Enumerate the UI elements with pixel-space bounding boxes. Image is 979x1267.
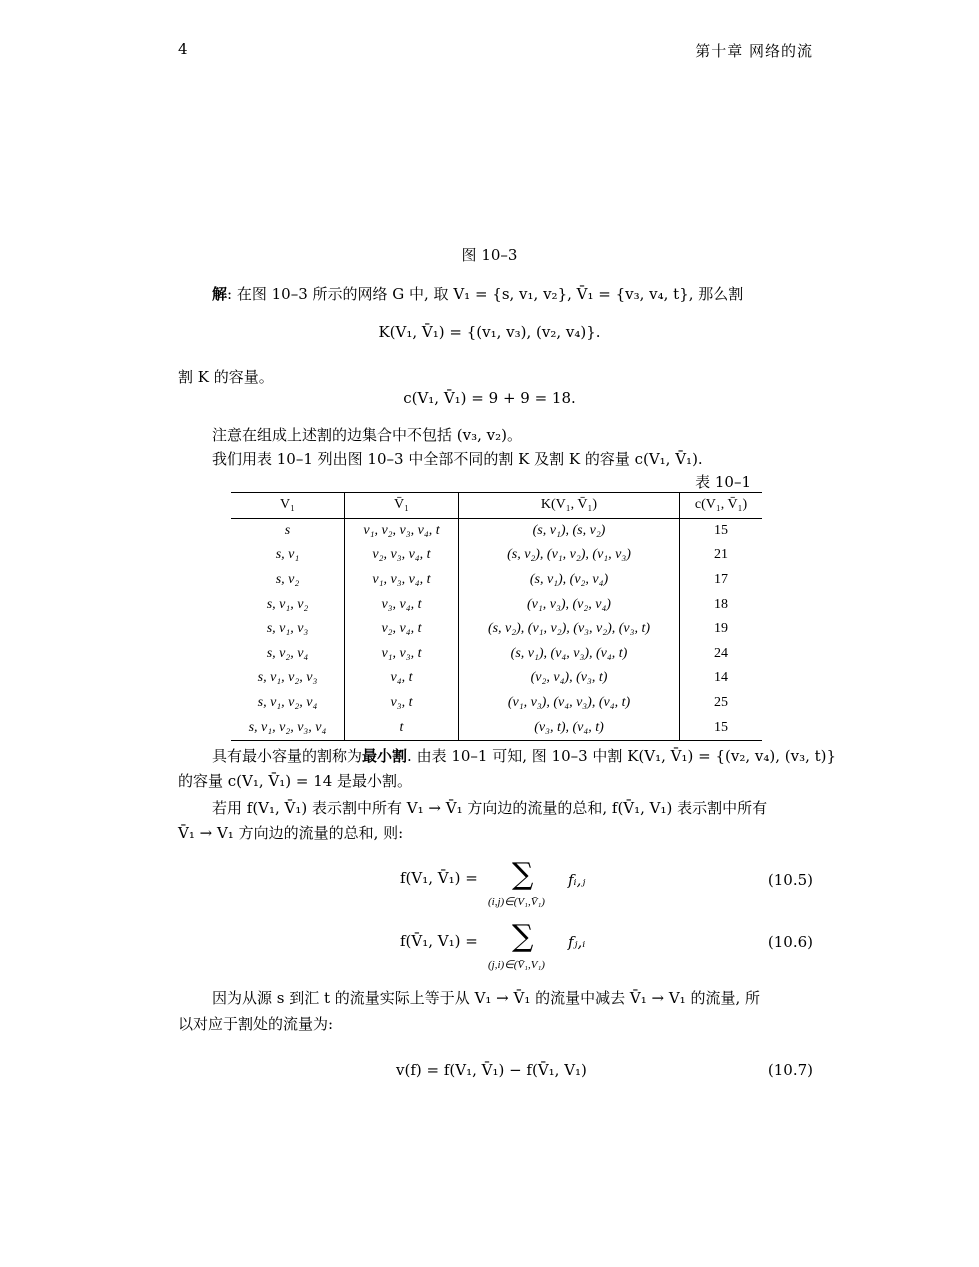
cell-capacity: 15 (680, 518, 763, 543)
note-paragraph: 注意在组成上述割的边集合中不包括 (v₃, v₂)。 (212, 426, 522, 444)
cell-v1-bar: v₄, t (345, 666, 459, 691)
cell-v1-bar: v₂, v₃, v₄, t (345, 543, 459, 568)
cell-cut-edges: (s, v₂), (v₁, v₂), (v₃, v₂), (v₃, t) (459, 617, 680, 642)
eq-10-5-lhs: f(V₁, V̄₁) = (400, 869, 478, 887)
equation-10-7: v(f) = f(V₁, V̄₁) − f(V̄₁, V₁) (396, 1061, 587, 1079)
cell-v1: s, v₁, v₂, v₄ (257, 695, 318, 711)
cell-v1: s, v₁, v₂ (266, 596, 309, 612)
mincut-text-a: 具有最小容量的割称为 (212, 747, 363, 765)
page-number: 4 (178, 40, 188, 58)
cell-v1-bar: t (345, 715, 459, 740)
running-header: 第十章 网络的流 (695, 42, 813, 60)
cell-cut-edges: (v₂, v₄), (v₃, t) (459, 666, 680, 691)
cell-v1: s, v₂ (275, 572, 300, 588)
cell-v1: s, v₁, v₂, v₃, v₄ (248, 719, 327, 735)
table-caption: 表 10–1 (695, 473, 751, 491)
conclusion-line-2: 以对应于割处的流量为: (178, 1015, 334, 1033)
solution-label: 解 (212, 285, 228, 303)
table-row (231, 617, 762, 642)
mincut-term: 最小割 (362, 747, 408, 765)
cell-cut-edges: (s, v₁), (s, v₂) (459, 518, 680, 543)
solution-text: : 在图 10–3 所示的网络 G 中, 取 V₁ = {s, v₁, v₂}, V̄₁ = {v₃, v₄, t}, 那么割 (227, 285, 744, 303)
table-header-row (231, 493, 762, 519)
cell-v1-bar: v₂, v₄, t (345, 617, 459, 642)
sum-symbol: ∑ (512, 919, 534, 954)
cell-v1-bar: v₁, v₃, v₄, t (345, 568, 459, 593)
header-cut: K(V₁, V̄₁) (459, 493, 680, 519)
eq-10-6-term: fⱼ,ᵢ (568, 933, 586, 951)
capacity-label: 割 K 的容量。 (178, 368, 274, 386)
capacity-equation: c(V₁, V̄₁) = 9 + 9 = 18. (403, 389, 576, 407)
table-row (231, 715, 762, 740)
eq-10-5-sum (512, 857, 534, 892)
cell-capacity: 21 (680, 543, 763, 568)
header-v1-bar: V̄₁ (345, 493, 459, 519)
table-row (231, 666, 762, 691)
table-intro: 我们用表 10–1 列出图 10–3 中全部不同的割 K 及割 K 的容量 c(V₁, V̄₁). (212, 450, 703, 468)
eq-10-6-lhs: f(V̄₁, V₁) = (400, 932, 478, 950)
eq-10-5-term: fᵢ,ⱼ (568, 871, 586, 889)
cell-capacity: 19 (680, 617, 763, 642)
cell-capacity: 25 (680, 691, 763, 716)
equation-10-6 (400, 932, 478, 950)
cell-v1-bar: v₁, v₂, v₃, v₄, t (345, 518, 459, 543)
equation-10-5 (400, 869, 478, 887)
cell-capacity: 17 (680, 568, 763, 593)
cell-v1-bar: v₃, t (345, 691, 459, 716)
cut-equation: K(V₁, V̄₁) = {(v₁, v₃), (v₂, v₄)}. (378, 323, 601, 341)
eq-10-6-subscript: (j,i)∈(V̄₁,V₁) (488, 959, 545, 971)
table-row (231, 691, 762, 716)
table-row (231, 642, 762, 667)
cell-cut-edges: (v₃, t), (v₄, t) (459, 715, 680, 740)
flow-def-line-2: V̄₁ → V₁ 方向边的流量的总和, 则: (178, 824, 404, 842)
eq-number-10-7: (10.7) (767, 1061, 813, 1079)
table-row (231, 518, 762, 543)
cell-cut-edges: (v₁, v₃), (v₄, v₃), (v₄, t) (459, 691, 680, 716)
mincut-text-b: . 由表 10–1 可知, 图 10–3 中割 K(V₁, V̄₁) = {(v₂, v₄), (v₃, t)} (407, 747, 837, 765)
mincut-line-2: 的容量 c(V₁, V̄₁) = 14 是最小割。 (178, 772, 413, 790)
table-row (231, 568, 762, 593)
cell-cut-edges: (s, v₁), (v₂, v₄) (459, 568, 680, 593)
cell-capacity: 24 (680, 642, 763, 667)
figure-caption: 图 10–3 (461, 246, 518, 264)
mincut-line-1 (212, 745, 836, 766)
eq-number-10-5: (10.5) (767, 871, 813, 889)
eq-10-5-subscript: (i,j)∈(V₁,V̄₁) (488, 896, 545, 908)
cell-cut-edges: (v₁, v₃), (v₂, v₄) (459, 592, 680, 617)
cell-v1-bar: v₃, v₄, t (345, 592, 459, 617)
cuts-table (231, 492, 762, 741)
cell-capacity: 14 (680, 666, 763, 691)
cell-capacity: 18 (680, 592, 763, 617)
conclusion-line-1: 因为从源 s 到汇 t 的流量实际上等于从 V₁ → V̄₁ 的流量中减去 V̄₁ → V₁ 的流量, 所 (212, 989, 761, 1007)
header-v1: V₁ (280, 497, 295, 513)
cell-v1: s, v₂, v₄ (266, 645, 309, 661)
cell-v1-bar: v₁, v₃, t (345, 642, 459, 667)
cell-cut-edges: (s, v₁), (v₄, v₃), (v₄, t) (459, 642, 680, 667)
cell-v1: s, v₁, v₃ (266, 621, 309, 637)
table-row (231, 543, 762, 568)
solution-line-1 (212, 283, 743, 304)
cell-v1: s, v₁, v₂, v₃ (257, 670, 318, 686)
eq-number-10-6: (10.6) (767, 933, 813, 951)
flow-def-line-1: 若用 f(V₁, V̄₁) 表示割中所有 V₁ → V̄₁ 方向边的流量的总和, f(V̄₁, V₁) 表示割中所有 (212, 799, 768, 817)
cell-cut-edges: (s, v₂), (v₁, v₂), (v₁, v₃) (459, 543, 680, 568)
eq-10-6-sum (512, 919, 534, 954)
sum-symbol: ∑ (512, 857, 534, 892)
header-capacity: c(V₁, V̄₁) (680, 493, 763, 519)
cell-v1: s (284, 522, 291, 538)
cell-v1: s, v₁ (275, 547, 300, 563)
cell-capacity: 15 (680, 715, 763, 740)
table-row (231, 592, 762, 617)
